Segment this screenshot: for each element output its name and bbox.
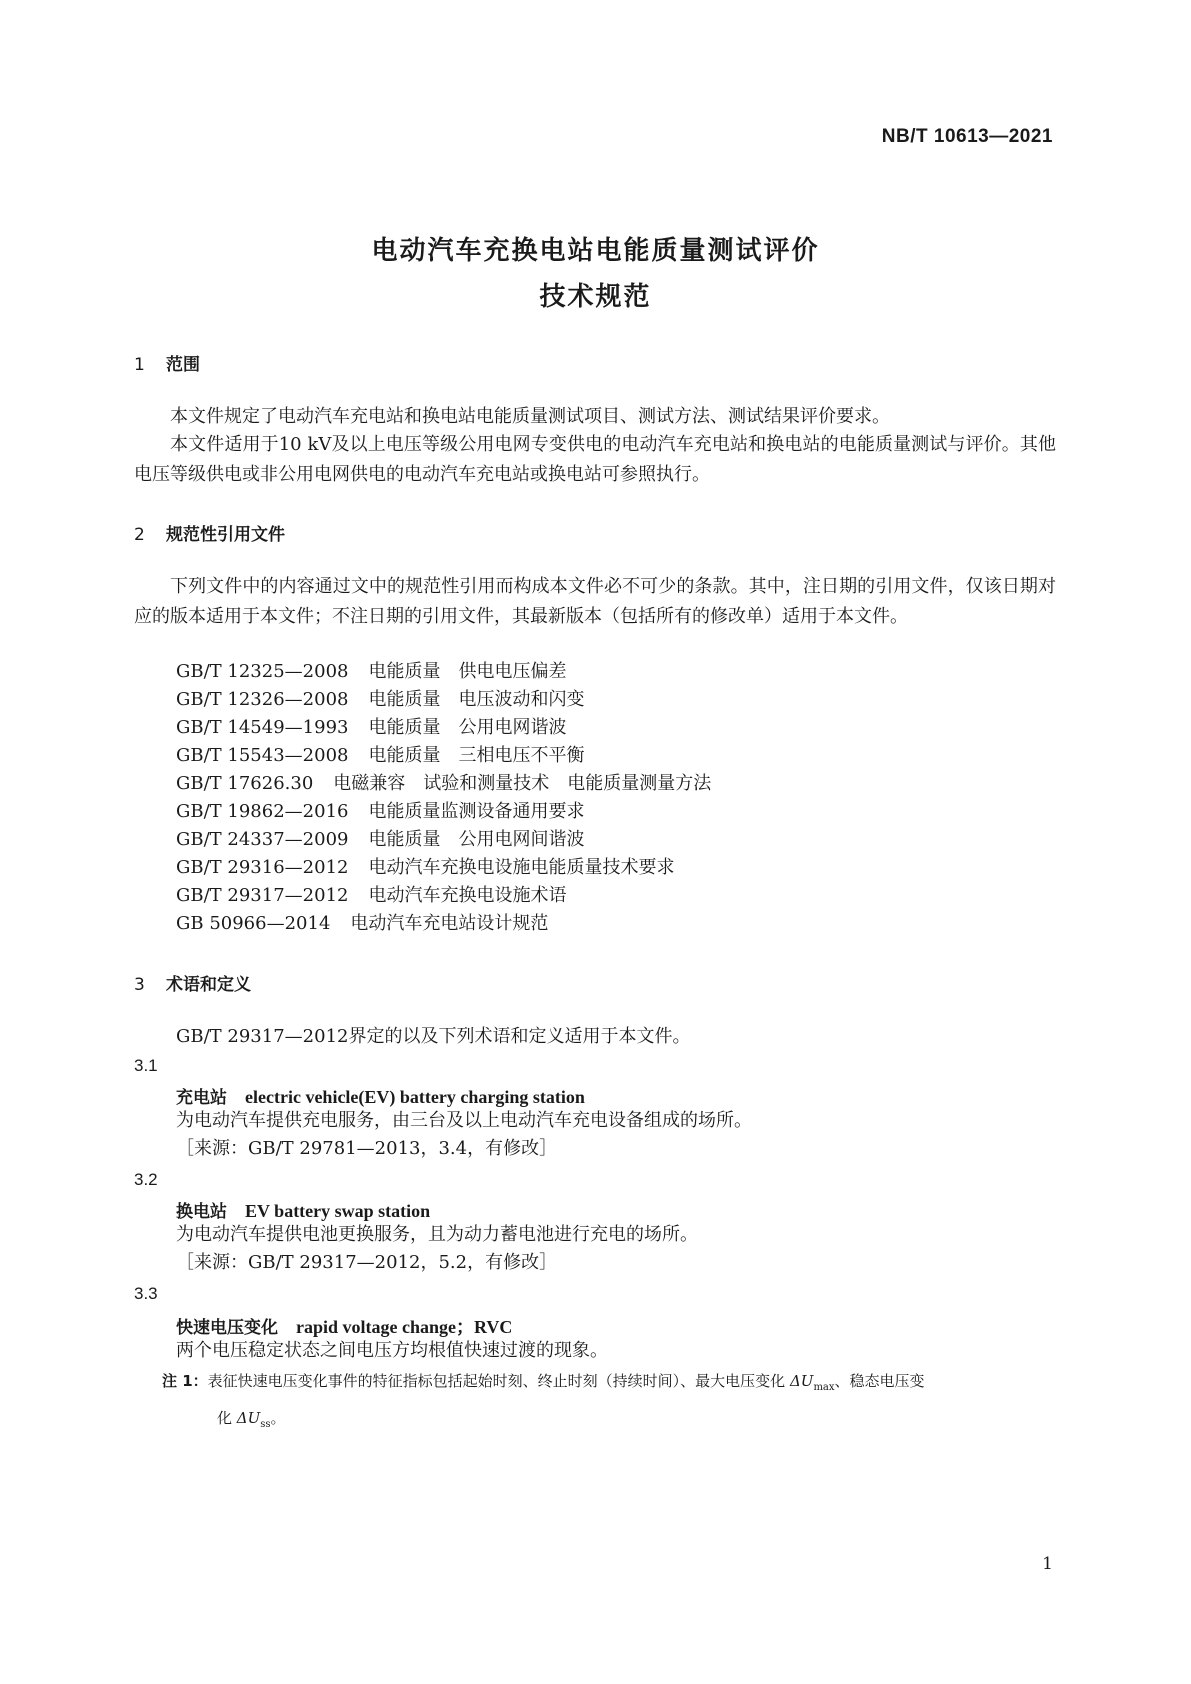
term-zh: 换电站 [176,1202,227,1222]
reference-code: GB/T 15543—2008 [176,745,349,766]
term-definition: 为电动汽车提供充电服务，由三台及以上电动汽车充电设备组成的场所。 [176,1110,752,1131]
section-heading-normative-references [134,520,285,545]
term-zh: 快速电压变化 [176,1318,278,1338]
standard-code: NB/T 10613—2021 [881,126,1053,147]
note-text: 表征快速电压变化事件的特征指标包括起始时刻、终止时刻（持续时间）、最大电压变化 [207,1372,790,1390]
term-source: ［来源：GB/T 29781—2013，3.4，有修改］ [176,1138,558,1159]
reference-code: GB/T 17626.30 [176,773,314,794]
subscript-ss: ss [260,1419,271,1430]
reference-code: GB/T 12325—2008 [176,661,349,682]
section-heading-terms-definitions [134,970,251,995]
reference-item [176,685,584,715]
reference-code: GB 50966—2014 [176,913,331,934]
reference-item [176,741,584,771]
note-line-2 [162,1403,1058,1440]
term-number: 3.2 [134,1170,158,1189]
reference-title: 电能质量 电压波动和闪变 [368,689,585,710]
reference-item [176,713,566,743]
term-number: 3.1 [134,1056,158,1075]
reference-code: GB/T 19862—2016 [176,801,349,822]
reference-code: GB/T 24337—2009 [176,829,349,850]
term-number: 3.3 [134,1284,158,1303]
reference-item [176,909,548,939]
terms-intro: GB/T 29317—2012界定的以及下列术语和定义适用于本文件。 [176,1026,691,1047]
reference-item [176,657,566,687]
page-number: 1 [1042,1554,1053,1574]
section-title: 规范性引用文件 [166,525,285,545]
reference-title: 电动汽车充电站设计规范 [350,913,549,934]
section-number: 3 [134,975,145,995]
symbol-delta-u: ΔU [236,1409,261,1427]
note-text: 、稳态电压变 [834,1372,925,1390]
reference-title: 电能质量 公用电网间谐波 [368,829,585,850]
reference-title: 电能质量监测设备通用要求 [368,801,585,822]
reference-item [176,769,711,799]
reference-item [176,853,674,883]
section-title: 术语和定义 [166,975,251,995]
term-title [176,1197,430,1222]
reference-code: GB/T 12326—2008 [176,689,349,710]
section-heading-scope [134,350,200,375]
reference-title: 电能质量 供电电压偏差 [368,661,567,682]
note-line-1 [162,1366,1058,1403]
reference-code: GB/T 14549—1993 [176,717,349,738]
section-title: 范围 [166,355,200,375]
term-en: EV battery swap station [245,1201,431,1221]
reference-title: 电磁兼容 试验和测量技术 电能质量测量方法 [333,773,712,794]
term-en: rapid voltage change；RVC [296,1317,513,1337]
term-zh: 充电站 [176,1088,227,1108]
reference-code: GB/T 29317—2012 [176,885,349,906]
subscript-max: max [813,1382,835,1393]
note-label: 注 1： [162,1372,208,1390]
reference-code: GB/T 29316—2012 [176,857,349,878]
term-definition: 为电动汽车提供电池更换服务，且为动力蓄电池进行充电的场所。 [176,1224,698,1245]
note [162,1366,1058,1440]
term-source: ［来源：GB/T 29317—2012，5.2，有修改］ [176,1252,558,1273]
scope-paragraph-1: 本文件规定了电动汽车充电站和换电站电能质量测试项目、测试方法、测试结果评价要求。 [170,406,890,427]
reference-item [176,825,584,855]
term-title [176,1083,585,1108]
reference-title: 电动汽车充换电设施术语 [368,885,567,906]
reference-item [176,797,584,827]
reference-title: 电能质量 三相电压不平衡 [368,745,585,766]
term-en: electric vehicle(EV) battery charging station [245,1087,585,1107]
section-number: 1 [134,355,145,375]
document-title-line1: 电动汽车充换电站电能质量测试评价 [371,236,820,266]
reference-title: 电动汽车充换电设施电能质量技术要求 [368,857,675,878]
note-text: 。 [270,1409,286,1427]
term-definition: 两个电压稳定状态之间电压方均根值快速过渡的现象。 [176,1340,608,1361]
scope-paragraph-2: 本文件适用于10 kV及以上电压等级公用电网专变供电的电动汽车充电站和换电站的电能质量测试与评价。其他电压等级供电或非公用电网供电的电动汽车充电站或换电站可参照执行。 [134,434,1056,485]
references-intro: 下列文件中的内容通过文中的规范性引用而构成本文件必不可少的条款。其中，注日期的引用文件，仅该日期对应的版本适用于本文件；不注日期的引用文件，其最新版本（包括所有的修改单）适用于本文件。 [134,576,1056,627]
document-title-line2: 技术规范 [539,282,652,312]
symbol-delta-u: ΔU [789,1372,814,1390]
note-text: 化 [217,1409,237,1427]
section-number: 2 [134,525,145,545]
reference-item [176,881,566,911]
reference-title: 电能质量 公用电网谐波 [368,717,567,738]
